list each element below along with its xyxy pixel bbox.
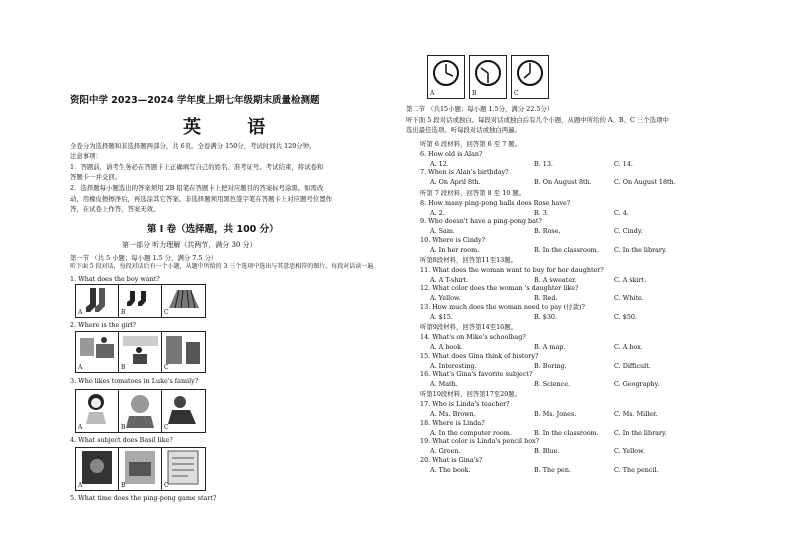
- section-heading: 第 I 卷（选择题，共 100 分）: [147, 224, 279, 235]
- answer-option-c: C. Yellow.: [614, 447, 645, 456]
- book-cover-icon: [76, 448, 119, 490]
- question-text: 6. How old is Alan?: [420, 150, 483, 158]
- exam-title: 资阳中学 2023—2024 学年度上期七年级期末质量检测题: [70, 95, 320, 106]
- material-instruction: 听第 6 段材料，回答第 6 至 7 题。: [420, 140, 522, 148]
- answer-option-b: B. Red.: [534, 294, 558, 303]
- question-text: 20. What is Gina's?: [420, 455, 483, 464]
- option-label: B: [472, 90, 477, 97]
- option-image-a: [75, 331, 120, 373]
- note-line: 注意事项：: [70, 152, 102, 160]
- answer-option-c: C. A box.: [614, 343, 643, 352]
- section2-header: 选出最佳选项。听每段对话或独白两遍。: [406, 126, 522, 134]
- answer-option-b: B. $30.: [534, 312, 557, 321]
- question-text: 17. Who is Linda's teacher?: [420, 400, 510, 409]
- answer-option-a: A. $15.: [430, 312, 453, 321]
- answer-option-a: A. Math.: [430, 380, 458, 388]
- answer-option-c: C. Difficult.: [614, 361, 651, 370]
- socks-icon: [119, 285, 162, 317]
- option-image-a: [75, 284, 120, 318]
- option-image-c: [511, 55, 549, 99]
- answer-option-a: A. Interesting.: [430, 361, 477, 370]
- option-image-b: [118, 447, 163, 491]
- option-image-b: [469, 55, 507, 99]
- question-text: 12. What color does the woman 's daughter like?: [420, 284, 579, 293]
- material-instruction: 听第9段材料，回答第14至16题。: [420, 323, 518, 332]
- question-text: 8. How many ping-pong balls does Rose have?: [420, 198, 571, 207]
- question-text: 7. When is Alan's birthday?: [420, 168, 509, 177]
- answer-option-c: C. The pencil.: [614, 465, 659, 474]
- answer-option-b: B. In the classroom.: [534, 245, 599, 254]
- answer-option-c: C. Cindy.: [614, 227, 643, 236]
- note-line: 1．答题前，请考生务必在答题卡上正确填写自己的姓名、准考证号。考试结束，将试卷和: [70, 163, 324, 171]
- question-3: 3. Who likes tomatoes in Luke's family?: [70, 377, 199, 385]
- material-instruction: 听第8段材料，回答第11至13题。: [420, 256, 518, 264]
- question-text: 10. Where is Cindy?: [420, 235, 486, 244]
- note-line: 答，在试卷上作答，答案无效。: [70, 205, 160, 213]
- option-label: A: [78, 424, 83, 431]
- answer-option-b: B. On August 8th.: [534, 178, 592, 187]
- answer-option-a: A. Ms. Brown.: [430, 410, 476, 419]
- girl-icon: [76, 390, 119, 432]
- option-label: A: [78, 309, 83, 316]
- answer-option-b: B. Boring.: [534, 361, 567, 370]
- answer-option-c: C. $50.: [614, 312, 637, 321]
- option-label: C: [164, 364, 169, 371]
- question-5: 5. What time does the ping-pong game start?: [70, 494, 217, 502]
- option-label: B: [121, 482, 126, 489]
- question-text: 9. Who doesn't have a ping-pong bat?: [420, 217, 542, 226]
- option-label: A: [78, 482, 83, 489]
- section-intro: 第一节 （共 5 小题；每小题 1.5 分，满分 7.5 分）: [70, 254, 218, 262]
- material-instruction: 听第10段材料，回答第17至20题。: [420, 390, 522, 399]
- answer-option-b: B. Ms. Jones.: [534, 410, 577, 419]
- option-image-b: [118, 284, 163, 318]
- option-label: C: [164, 482, 169, 489]
- question-1: 1. What does the boy want?: [70, 275, 160, 283]
- answer-option-a: A. 2.: [430, 208, 445, 217]
- question-2: 2. Where is the girl?: [70, 321, 136, 329]
- question-text: 11. What does the woman want to buy for her daughter?: [420, 266, 604, 274]
- grandpa-icon: [119, 390, 162, 432]
- question-text: 19. What color is Linda's pencil box?: [420, 437, 540, 446]
- section2-header: 听下面 5 段对话或独白。每段对话或独白后有几个小题，从题中所给的 A、B、C 三个选项中: [406, 116, 669, 124]
- answer-option-c: C. In the library.: [614, 428, 667, 437]
- answer-option-b: B. Rose.: [534, 227, 561, 236]
- question-4: 4. What subject does Basil like?: [70, 436, 173, 444]
- answer-option-c: C. A skirt.: [614, 276, 647, 284]
- option-label: B: [121, 364, 126, 371]
- note-line: 动，用橡皮擦擦净后，再选涂其它答案。非选择题须用黑色签字笔在答题卡上对应题号位置作: [70, 195, 333, 203]
- option-image-b: [118, 389, 163, 433]
- answer-option-b: B. 13.: [534, 160, 553, 168]
- answer-option-c: C. 4.: [614, 208, 629, 217]
- option-image-b: [118, 331, 163, 373]
- option-label: C: [164, 309, 169, 316]
- note-line: 答题卡一并交回。: [70, 173, 122, 181]
- answer-option-b: B. A sweater.: [534, 276, 577, 284]
- answer-option-a: A. A book.: [430, 343, 464, 352]
- answer-option-c: C. In the library.: [614, 245, 667, 254]
- option-label: A: [430, 90, 435, 97]
- classroom-scene-icon: [119, 332, 162, 372]
- question-text: 18. Where is Linda?: [420, 418, 485, 427]
- option-image-c: [161, 447, 206, 491]
- option-image-c: [161, 331, 206, 373]
- option-label: C: [514, 90, 519, 97]
- answer-option-a: A. 12.: [430, 160, 449, 168]
- answer-option-a: A. Green.: [430, 447, 461, 456]
- answer-option-c: C. Ms. Miller.: [614, 410, 658, 419]
- question-text: 13. How much does the woman need to pay (付款)?: [420, 302, 585, 311]
- answer-option-c: C. White.: [614, 294, 644, 303]
- part-heading: 第一部分 听力理解（共两节，满分 30 分）: [122, 241, 257, 249]
- option-image-a: [75, 389, 120, 433]
- answer-option-b: B. In the classroom.: [534, 428, 599, 437]
- subject-title: 英 语: [183, 117, 286, 138]
- question-text: 14. What's on Mike's schoolbag?: [420, 333, 526, 342]
- answer-option-b: B. Blue.: [534, 447, 560, 456]
- answer-option-a: A. On April 8th.: [430, 178, 481, 187]
- answer-option-a: A. In the computer room.: [430, 428, 512, 437]
- material-instruction: 听第 7 段材料，回答第 8 至 10 题。: [420, 188, 526, 197]
- book-cover-icon: [119, 448, 162, 490]
- room-scene-icon: [76, 332, 119, 372]
- section-intro: 听下面 5 段对话，每段对话后有一个小题，从题中所给的 3 三个选项中选出与其意思相符的图片。每段对话读一遍。: [70, 263, 380, 270]
- option-label: C: [164, 424, 169, 431]
- answer-option-b: B. The pen.: [534, 465, 571, 474]
- answer-option-b: B. A map.: [534, 343, 566, 352]
- option-image-a: [427, 55, 465, 99]
- answer-option-a: A. Yellow.: [430, 294, 461, 303]
- answer-option-b: B. 3.: [534, 208, 549, 217]
- answer-option-a: A. The book.: [430, 465, 471, 474]
- answer-option-a: A. A T-shirt.: [430, 276, 469, 284]
- option-label: B: [121, 424, 126, 431]
- answer-option-a: A. In her room.: [430, 245, 480, 254]
- option-label: B: [121, 309, 126, 316]
- option-image-c: [161, 389, 206, 433]
- question-text: 15. What does Gina think of history?: [420, 351, 539, 360]
- question-text: 16. What's Gina's favorite subject?: [420, 370, 533, 378]
- answer-option-c: C. 14.: [614, 160, 633, 168]
- section2-header: 第二节 （共15小题；每小题 1.5分，满分 22.5分）: [406, 105, 554, 113]
- option-image-c: [161, 284, 206, 318]
- note-line: 2．选择题每小题选出的答案须用 2B 铅笔在答题卡上把对应题目的答案标号涂黑。如需改: [70, 184, 324, 192]
- note-line: 全卷分为选择题和非选择题两部分，共 6页。全卷满分 150分，考试时间共 120分钟。: [70, 142, 316, 150]
- answer-option-b: B. Science.: [534, 380, 571, 388]
- option-image-a: [75, 447, 120, 491]
- answer-option-a: A. Sam.: [430, 227, 455, 236]
- answer-option-c: C. Geography.: [614, 380, 660, 388]
- socks-icon: [76, 285, 119, 317]
- option-label: A: [78, 364, 83, 371]
- answer-option-c: C. On August 18th.: [614, 178, 676, 187]
